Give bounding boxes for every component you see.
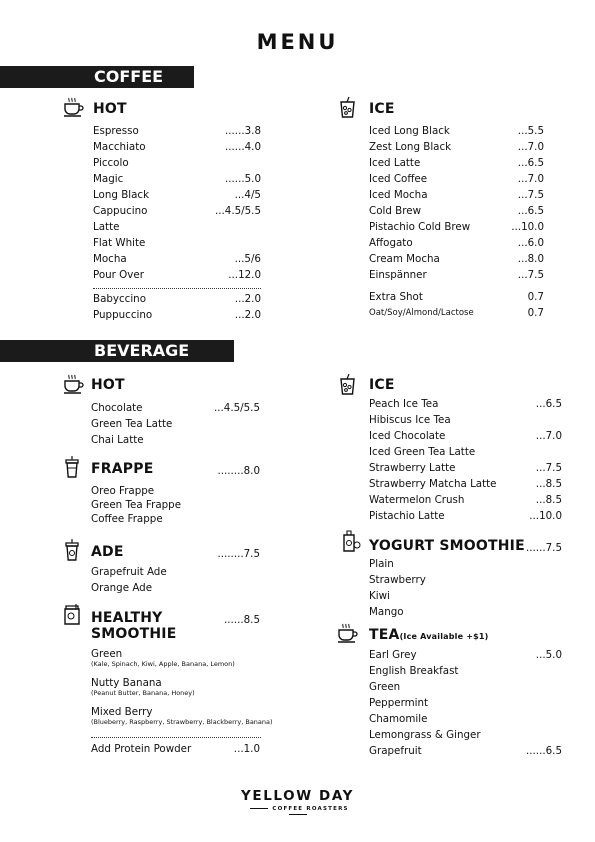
ade-heading: ADE [91, 544, 124, 560]
menu-item-name: Grapefruit [369, 745, 422, 757]
menu-item-price: ...7.0 [517, 141, 544, 153]
menu-item-name: Pistachio Latte [369, 510, 445, 522]
menu-item-price [492, 444, 562, 460]
divider [91, 737, 261, 738]
ade-cup-icon [61, 539, 83, 561]
menu-item-name: English Breakfast [369, 665, 459, 677]
frappe-price: ........8.0 [217, 465, 260, 477]
menu-item-name: Coffee Frappe [91, 513, 163, 525]
menu-item-price [190, 416, 260, 432]
menu-item-price: ......5.0 [224, 173, 261, 185]
menu-item-price: ...7.5 [535, 462, 562, 474]
menu-item-price [492, 695, 562, 711]
menu-item-price: ...8.5 [535, 494, 562, 506]
healthy-smoothie-heading-1: HEALTHY [91, 610, 163, 626]
menu-item-price: ......3.8 [224, 125, 261, 137]
menu-item-name: Piccolo [93, 157, 129, 169]
menu-item-price: ......6.5 [525, 745, 562, 757]
menu-item-name: Macchiato [93, 141, 146, 153]
menu-item-name: Magic [93, 173, 124, 185]
ingredients-note: (Kale, Spinach, Kiwi, Apple, Banana, Lemon) [91, 660, 235, 668]
ingredients-note: (Peanut Butter, Banana, Honey) [91, 689, 195, 697]
menu-item-name: Cold Brew [369, 205, 421, 217]
menu-item-name: Green Tea Latte [91, 418, 173, 430]
menu-item-name: Peach Ice Tea [369, 398, 439, 410]
menu-item-price: ...8.0 [517, 253, 544, 265]
menu-item-price [492, 727, 562, 743]
ade-price: ........7.5 [217, 548, 260, 560]
menu-item-price: ...7.5 [517, 269, 544, 281]
menu-item-price: ...4.5/5.5 [213, 402, 260, 414]
menu-item-name: Mixed Berry [91, 706, 153, 718]
yogurt-smoothie-heading: YOGURT SMOOTHIE [369, 538, 525, 554]
menu-item-name: Long Black [93, 189, 150, 201]
protein-name: Add Protein Powder [91, 743, 192, 755]
menu-item-name: Pour Over [93, 269, 144, 281]
brand-logo-subtitle: COFFEE ROASTERS [240, 806, 355, 818]
menu-item-price: ...12.0 [228, 269, 261, 281]
menu-item-name: Iced Green Tea Latte [369, 446, 476, 458]
protein-price: ...1.0 [233, 743, 260, 755]
menu-item-name: Iced Chocolate [369, 430, 446, 442]
beverage-section-band: BEVERAGE [0, 340, 234, 362]
healthy-smoothie-heading-2: SMOOTHIE [91, 626, 177, 642]
tea-cup-icon [337, 622, 359, 644]
menu-item-name: Mango [369, 606, 404, 618]
menu-item-name: Flat White [93, 237, 146, 249]
menu-item-name: Iced Coffee [369, 173, 428, 185]
menu-item-price [492, 412, 562, 428]
menu-item-name: Plain [369, 558, 394, 570]
menu-item-price [492, 663, 562, 679]
iced-drink-icon [337, 96, 359, 118]
menu-item-price [492, 679, 562, 695]
beverage-ice-heading: ICE [369, 377, 395, 393]
beverage-hot-heading: HOT [91, 377, 125, 393]
healthy-smoothie-price: ......8.5 [223, 614, 260, 626]
menu-item-name: Einspänner [369, 269, 427, 281]
menu-item-price: ...5.0 [535, 649, 562, 661]
menu-item-price: ...10.0 [511, 221, 544, 233]
menu-item-price: ...4.5/5.5 [214, 205, 261, 217]
milk-option-price: 0.7 [527, 307, 544, 319]
menu-item-name: Iced Mocha [369, 189, 428, 201]
menu-item-price: ...4/5 [234, 189, 261, 201]
menu-item-name: Pistachio Cold Brew [369, 221, 471, 233]
extra-shot-price: 0.7 [527, 291, 544, 303]
menu-item-price [492, 711, 562, 727]
menu-item-name: Babyccino [93, 293, 147, 305]
menu-item-name: Zest Long Black [369, 141, 452, 153]
menu-item-price: ...10.0 [529, 510, 562, 522]
menu-item-name: Green Tea Frappe [91, 499, 182, 511]
menu-item-name: Latte [93, 221, 120, 233]
menu-item-price: ...8.5 [535, 478, 562, 490]
menu-item-name: Green [369, 681, 401, 693]
menu-item-name: Earl Grey [369, 649, 417, 661]
menu-item-price [191, 235, 261, 251]
frappe-heading: FRAPPE [91, 461, 154, 477]
menu-item-price: ...7.5 [517, 189, 544, 201]
menu-item-price: ...6.0 [517, 237, 544, 249]
yogurt-smoothie-icon [339, 530, 361, 552]
menu-item-name: Lemongrass & Ginger [369, 729, 481, 741]
menu-item-price: ...6.5 [535, 398, 562, 410]
menu-item-name: Chai Latte [91, 434, 144, 446]
menu-item-price [190, 432, 260, 448]
frappe-cup-icon [61, 456, 83, 478]
hot-cup-icon [63, 373, 85, 395]
menu-item-name: Affogato [369, 237, 413, 249]
hot-cup-icon [63, 96, 85, 118]
menu-item-name: Green [91, 648, 123, 660]
tea-ice-note: (Ice Available +$1) [399, 632, 489, 641]
menu-item-name: Watermelon Crush [369, 494, 465, 506]
menu-item-name: Iced Long Black [369, 125, 450, 137]
menu-item-price [191, 219, 261, 235]
menu-item-name: Strawberry Matcha Latte [369, 478, 497, 490]
menu-item-price: ...2.0 [234, 309, 261, 321]
menu-item-price: ...2.0 [234, 293, 261, 305]
yogurt-smoothie-price: ......7.5 [525, 542, 562, 554]
menu-item-price: ...7.0 [535, 430, 562, 442]
coffee-section-band: COFFEE [0, 66, 194, 88]
menu-item-name: Strawberry Latte [369, 462, 456, 474]
menu-item-price: ......4.0 [224, 141, 261, 153]
coffee-hot-heading: HOT [93, 101, 127, 117]
coffee-ice-heading: ICE [369, 101, 395, 117]
tea-heading: TEA [369, 627, 400, 643]
menu-item-price: ...6.5 [517, 157, 544, 169]
menu-item-name: Espresso [93, 125, 139, 137]
menu-item-price: ...5/6 [234, 253, 261, 265]
menu-item-price: ...7.0 [517, 173, 544, 185]
smoothie-jar-icon [61, 603, 83, 625]
menu-item-name: Grapefruit Ade [91, 566, 167, 578]
milk-option-name: Oat/Soy/Almond/Lactose [369, 308, 474, 318]
menu-item-name: Orange Ade [91, 582, 153, 594]
menu-item-price: ...6.5 [517, 205, 544, 217]
menu-item-name: Strawberry [369, 574, 426, 586]
menu-item-name: Chamomile [369, 713, 428, 725]
menu-title: MENU [256, 30, 339, 54]
menu-item-name: Oreo Frappe [91, 485, 155, 497]
menu-item-price [191, 155, 261, 171]
menu-item-name: Iced Latte [369, 157, 421, 169]
divider [93, 288, 261, 289]
iced-drink-icon [337, 373, 359, 395]
menu-item-price: ...5.5 [517, 125, 544, 137]
menu-item-name: Mocha [93, 253, 127, 265]
menu-item-name: Kiwi [369, 590, 390, 602]
menu-item-name: Puppuccino [93, 309, 153, 321]
menu-item-name: Nutty Banana [91, 677, 162, 689]
ingredients-note: (Blueberry, Raspberry, Strawberry, Blackberry, Banana) [91, 718, 273, 726]
menu-item-name: Peppermint [369, 697, 429, 709]
menu-item-name: Cappucino [93, 205, 148, 217]
menu-item-name: Hibiscus Ice Tea [369, 414, 451, 426]
menu-item-name: Cream Mocha [369, 253, 440, 265]
brand-logo: YELLOW DAY [241, 788, 354, 804]
menu-item-name: Chocolate [91, 402, 143, 414]
extra-shot-name: Extra Shot [369, 291, 423, 303]
